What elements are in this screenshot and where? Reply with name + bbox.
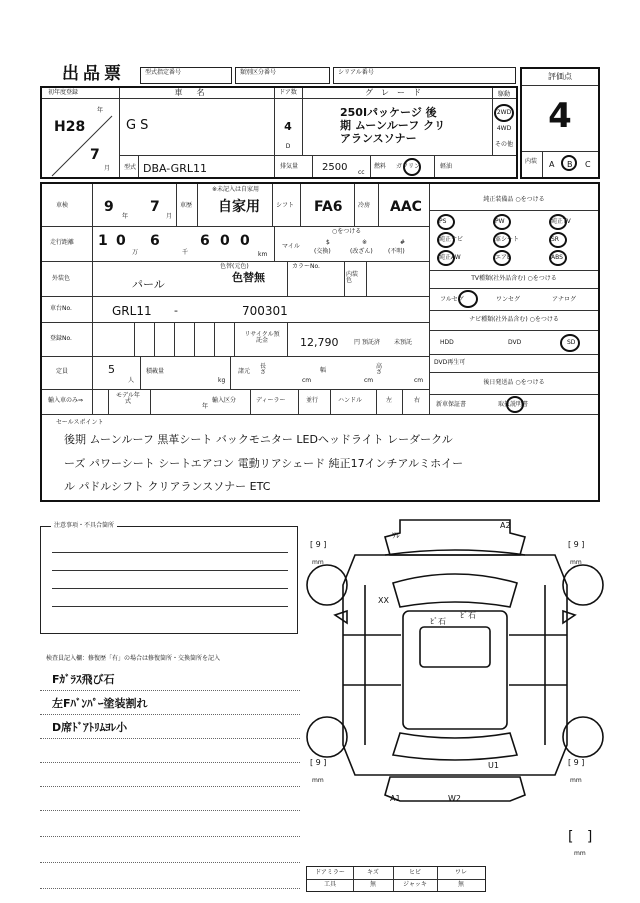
recycle-value: 12,790 — [300, 336, 339, 349]
details-box — [40, 182, 600, 502]
interior-circle — [561, 155, 577, 171]
recycle-label: リサイクル預託金 — [244, 331, 280, 344]
inspector-rule — [40, 810, 300, 811]
year-unit: 年 — [97, 107, 104, 114]
swap-opt-2: ※ — [362, 239, 368, 246]
serial-box — [333, 67, 516, 84]
drive-other: その他 — [494, 141, 513, 148]
doors-label: ドア数 — [279, 89, 297, 96]
inspector-rule — [40, 762, 300, 763]
mileage-digit-4: 6 — [200, 233, 210, 249]
sales-line-2: ーズ パワーシート シートエアコン 電動リアシェード 純正17インチアルミホイー — [64, 457, 464, 470]
swap-label-3: (不明) — [388, 248, 405, 255]
model-year-label: モデル年式 — [116, 392, 140, 405]
spare-bracket: [ ] — [568, 829, 593, 845]
handle-label: ハンドル — [338, 397, 363, 404]
interior-opt-a: A — [549, 160, 555, 169]
page-title: 出品票 — [62, 64, 125, 84]
grade-line-1: 250Iパッケージ 後 — [340, 106, 437, 119]
type-approval-box — [140, 67, 232, 84]
mark-ware: ﾜﾚ — [392, 531, 400, 540]
inspection-month-unit: 月 — [166, 213, 173, 220]
chassis-label: 車台No. — [50, 305, 72, 312]
load-label: 積載量 — [146, 368, 165, 375]
import-label: 輸入車のみ⇒ — [48, 397, 84, 404]
car-diagram — [305, 515, 605, 815]
dim-width: 幅 — [320, 367, 327, 374]
mark-xx: XX — [378, 596, 389, 605]
legend-kizu: キズ — [367, 869, 379, 876]
inspector-rule — [40, 714, 300, 715]
notes-box — [40, 522, 298, 634]
notes-rule — [52, 552, 288, 553]
navi-sd: SD — [567, 339, 576, 346]
model-label: 型式 — [124, 164, 137, 171]
tread-fl-unit: mm — [312, 559, 324, 566]
mileage-digit-3: 6 — [150, 233, 160, 249]
history-note: ※未記入は自家用 — [212, 186, 260, 193]
tv-oneseg: ワンセグ — [496, 296, 521, 303]
legend-jack-value: 無 — [457, 881, 464, 888]
doors-unit: D — [285, 143, 291, 150]
equipment-item: 革シート — [495, 236, 520, 243]
tread-fl-value: 9 — [315, 540, 321, 549]
mark-chip-1: ﾋﾞ石 — [430, 617, 446, 626]
legend-tools-value: 無 — [369, 881, 376, 888]
tread-fl: [ 9 ] — [310, 540, 327, 549]
shift-value: FA6 — [314, 199, 343, 215]
notes-rule — [52, 606, 288, 607]
equipment-item: PW — [495, 218, 505, 225]
note-entry-1: Fｶﾞﾗｽ飛び石 — [52, 673, 115, 686]
equipment-item: SR — [551, 236, 559, 243]
inspection-year-unit: 年 — [122, 213, 129, 220]
dvd-label: DVD再生可 — [434, 359, 466, 366]
swap-label-2: (改ざん) — [350, 248, 373, 255]
category-label: 類別区分番号 — [240, 69, 277, 76]
displacement-unit: cc — [358, 169, 365, 176]
dim-length-unit: cm — [302, 377, 312, 384]
mileage-unit-man: 万 — [132, 249, 139, 256]
inspector-rule — [40, 786, 300, 787]
legend-jack: ジャッキ — [403, 881, 427, 888]
capacity-label: 定員 — [56, 368, 69, 375]
swap-label-1: (交換) — [314, 248, 331, 255]
dim-height-unit: cm — [414, 377, 424, 384]
inspection-year: 9 — [104, 199, 114, 215]
mark-w2: W2 — [448, 794, 461, 803]
mileage-digit-6: 0 — [240, 233, 250, 249]
equipment-item: ABS — [551, 254, 563, 261]
equipment-item: PS — [439, 218, 447, 225]
recycle-opt-2: 未預託 — [394, 339, 413, 346]
chassis-dash: - — [174, 304, 178, 317]
color-label: 外装色 — [52, 275, 71, 282]
dim-width-unit: cm — [364, 377, 374, 384]
notes-rule — [52, 588, 288, 589]
later-warranty: 新車保証書 — [436, 401, 467, 408]
import-parallel: 並行 — [306, 397, 319, 404]
drive-2wd: 2WD — [496, 109, 512, 116]
score-value: 4 — [548, 96, 572, 136]
displacement-label: 排気量 — [280, 163, 299, 170]
month-unit: 月 — [104, 165, 111, 172]
history-value: 自家用 — [218, 199, 260, 215]
notes-rule — [52, 570, 288, 571]
note-entry-3: D席ﾄﾞｱﾄﾘﾑﾖﾚ小 — [52, 721, 128, 734]
mileage-unit-sen: 千 — [182, 249, 189, 256]
chassis-number: 700301 — [242, 304, 288, 318]
navi-dvd: DVD — [508, 339, 522, 346]
inspector-rule — [40, 690, 300, 691]
tread-rl: [ 9 ] — [310, 758, 327, 767]
tread-rr: [ 9 ] — [568, 758, 585, 767]
legend-table — [306, 866, 486, 892]
notes-label: 注意事項・不具合箇所 — [51, 523, 117, 529]
inspector-rule — [40, 738, 300, 739]
mark-u1: U1 — [488, 761, 499, 770]
color-change-value: 色替無 — [232, 271, 265, 284]
sales-label: セールスポイント — [56, 419, 104, 426]
later-circle — [506, 396, 524, 413]
sales-line-3: ル パドルシフト クリアランスソナー ETC — [64, 480, 271, 493]
legend-mirror: ドアミラー — [315, 869, 345, 876]
legend-hibi: ヒビ — [408, 869, 421, 876]
spare-unit: mm — [574, 850, 586, 857]
interior-opt-c: C — [585, 160, 591, 169]
tread-rr-unit: mm — [570, 777, 582, 784]
history-label: 車歴 — [180, 202, 193, 209]
interior-label: 内装 — [525, 158, 538, 165]
ac-label: 冷房 — [358, 202, 371, 209]
mileage-digit-1: 1 — [98, 233, 108, 249]
note-entry-2: 左Fﾊﾞﾝﾊﾟｰ塗装割れ — [52, 697, 148, 710]
drive-circle — [494, 104, 514, 122]
car-name: GS — [126, 118, 153, 133]
later-manual: 取扱説明書 — [498, 401, 529, 408]
vehicle-info-box — [40, 86, 518, 179]
first-reg-month: 7 — [90, 147, 100, 163]
interior-opt-b: B — [567, 160, 573, 169]
fuel-diesel: 軽油 — [440, 163, 453, 170]
swap-opt-3: # — [400, 239, 406, 246]
dim-height: 高さ — [376, 363, 383, 376]
legend-tools: 工具 — [323, 881, 336, 888]
dim-length: 長さ — [260, 363, 267, 376]
regno-label: 登録No. — [50, 335, 72, 342]
grade-line-2: 期 ムーンルーフ クリ — [340, 119, 446, 132]
inspection-label: 車検 — [56, 202, 69, 209]
ac-value: AAC — [390, 199, 422, 215]
recycle-unit: 円 — [354, 339, 361, 346]
color-no-label: カラーNo. — [292, 263, 320, 270]
inspector-label: 検査員記入欄：修復歴「有」の場合は修復箇所・交換箇所を記入 — [46, 655, 221, 662]
tv-circle — [458, 290, 478, 308]
import-div-label: 輸入区分 — [212, 397, 237, 404]
score-box — [520, 67, 600, 179]
grade-label: グレード — [365, 88, 429, 97]
fuel-label: 燃料 — [374, 163, 387, 170]
model-year-unit: 年 — [202, 403, 209, 410]
int-color-label: 内装色 — [346, 271, 359, 284]
import-dealer: ディーラー — [256, 397, 286, 404]
tread-rl-value: 9 — [315, 758, 321, 767]
mark-a2: A2 — [500, 521, 511, 530]
swap-opt-1: $ — [326, 239, 330, 246]
inspector-rule — [40, 888, 300, 889]
grade-line-3: アランスソナー — [340, 132, 417, 145]
doors-value: 4 — [284, 120, 292, 133]
type-approval-label: 型式指定番号 — [145, 69, 182, 76]
first-reg-year: H28 — [54, 119, 86, 135]
load-unit: kg — [218, 377, 226, 384]
tread-fr-value: 9 — [573, 540, 579, 549]
tv-title: TV種類(社外品含む) ○をつける — [471, 275, 557, 282]
model-value: DBA-GRL11 — [143, 162, 207, 175]
color-change-label: 色替(元色) — [220, 263, 249, 270]
later-title: 後日発送品 ○をつける — [483, 379, 545, 386]
handle-left: 左 — [386, 397, 393, 404]
mileage-unit-km: km — [258, 251, 268, 258]
tread-rl-unit: mm — [312, 777, 324, 784]
chassis-model: GRL11 — [112, 304, 152, 318]
tread-fr-unit: mm — [570, 559, 582, 566]
tv-analog: アナログ — [552, 296, 577, 303]
capacity-unit: 人 — [128, 377, 135, 384]
sales-line-1: 後期 ムーンルーフ 黒革シート バックモニター LEDヘッドライト レーダークル — [64, 433, 453, 446]
drive-4wd: 4WD — [496, 125, 512, 132]
drive-label: 駆動 — [497, 91, 510, 98]
first-reg-label: 初年度登録 — [48, 89, 79, 96]
handle-right: 右 — [414, 397, 421, 404]
legend-ware: ワレ — [454, 869, 467, 876]
mark-a1: A1 — [390, 794, 401, 803]
mileage-digit-5: 0 — [220, 233, 230, 249]
navi-circle — [560, 334, 580, 352]
navi-title: ナビ種類(社外品含む) ○をつける — [469, 316, 559, 323]
name-label: 車名 — [174, 88, 219, 97]
inspector-rule — [40, 836, 300, 837]
mile-label: マイル — [282, 243, 300, 250]
equipment-item: 純正ナビ — [439, 236, 464, 243]
score-label: 評価点 — [548, 72, 572, 81]
dims-label: 諸元 — [238, 368, 251, 375]
serial-label: シリアル番号 — [338, 69, 374, 76]
category-box — [235, 67, 330, 84]
navi-hdd: HDD — [440, 339, 454, 346]
swap-note: ○をつける — [332, 228, 362, 235]
color-value: パール — [132, 278, 165, 291]
equipment-item: 純正AW — [439, 254, 461, 261]
capacity-value: 5 — [108, 363, 115, 376]
equipment-item: エアB — [495, 254, 512, 261]
inspection-month: 7 — [150, 199, 160, 215]
tread-rr-value: 9 — [573, 758, 579, 767]
recycle-opt-1: 預託済 — [362, 339, 381, 346]
tv-fullseg: フルセグ — [440, 296, 464, 303]
tread-fr: [ 9 ] — [568, 540, 585, 549]
inspector-rule — [40, 862, 300, 863]
fuel-value: ガソリン — [396, 163, 421, 170]
equipment-title: 純正装備品 ○をつける — [483, 196, 545, 203]
mileage-digit-2: 0 — [116, 233, 126, 249]
equipment-item: 純正TV — [551, 218, 571, 225]
displacement-value: 2500 — [322, 162, 348, 173]
fuel-circle — [403, 158, 421, 176]
mark-chip-2: ﾋﾞ石 — [460, 611, 476, 620]
mileage-label: 走行距離 — [50, 239, 75, 246]
shift-label: シフト — [276, 202, 295, 209]
